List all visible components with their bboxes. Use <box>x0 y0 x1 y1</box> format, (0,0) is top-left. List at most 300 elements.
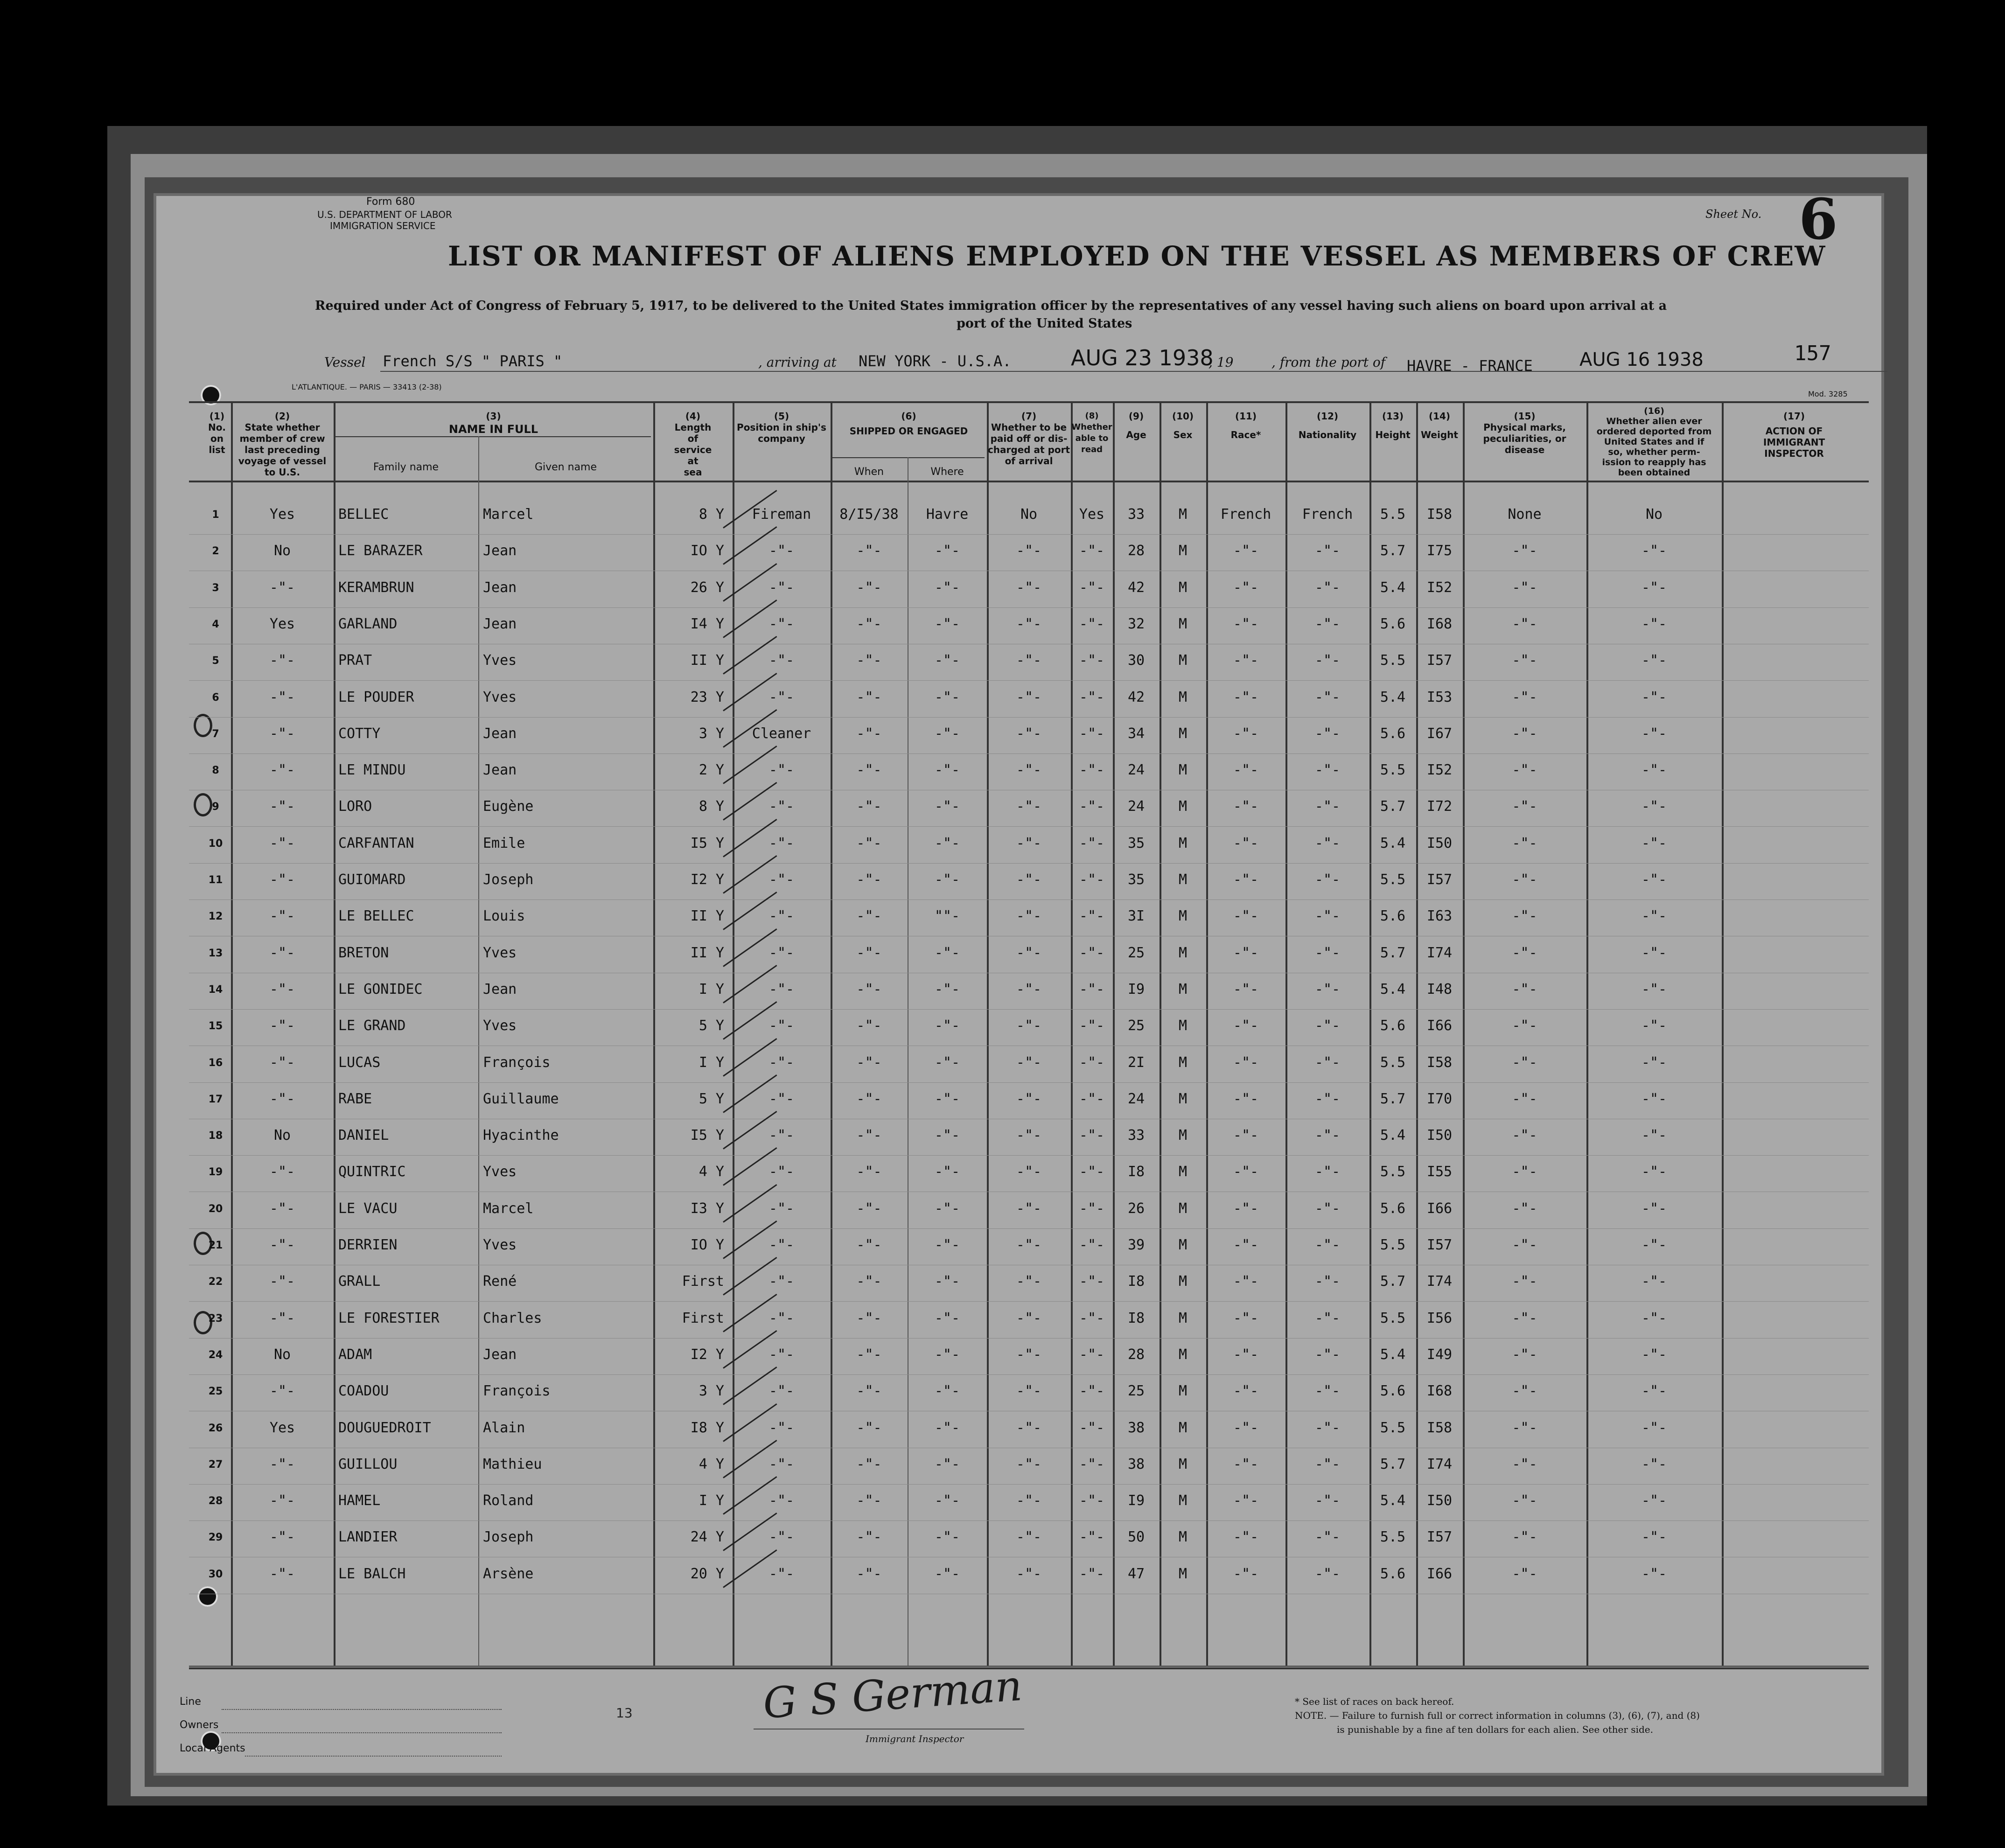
row-given: Louis <box>483 908 525 924</box>
row-position: -"- <box>768 1346 795 1363</box>
row-paid: -"- <box>1016 1200 1042 1217</box>
row-when: -"- <box>856 1492 882 1509</box>
row-rule <box>189 534 1869 535</box>
row-where: -"- <box>934 543 960 559</box>
row-when: -"- <box>856 543 882 559</box>
row-paid: -"- <box>1016 945 1042 961</box>
row-height: 5.7 <box>1380 945 1406 961</box>
row-service: I2 Y <box>690 872 724 888</box>
row-read: -"- <box>1079 1237 1105 1253</box>
row-when: -"- <box>856 579 882 596</box>
row-height: 5.4 <box>1380 689 1406 705</box>
row-weight: I55 <box>1426 1164 1453 1180</box>
header-col-5: (5) Position in ship's company <box>737 411 826 444</box>
row-race: -"- <box>1233 1529 1259 1545</box>
department-line-1: U.S. DEPARTMENT OF LABOR <box>317 209 452 220</box>
row-position: -"- <box>768 1492 795 1509</box>
row-when: -"- <box>856 1310 882 1326</box>
row-position: Fireman <box>752 506 811 523</box>
row-height: 5.4 <box>1380 1346 1406 1363</box>
row-read: -"- <box>1079 689 1105 705</box>
row-position: -"- <box>768 1456 795 1472</box>
row-family: PRAT <box>338 652 372 669</box>
form-number: Form 680 <box>366 196 415 208</box>
row-paid: -"- <box>1016 762 1042 778</box>
row-given: Yves <box>483 1237 517 1253</box>
row-read: -"- <box>1079 908 1105 924</box>
row-deported: -"- <box>1641 835 1667 851</box>
row-read: -"- <box>1079 945 1105 961</box>
row-sex: M <box>1178 1164 1188 1180</box>
row-rule <box>189 1009 1869 1010</box>
row-service: I3 Y <box>690 1200 724 1217</box>
header-col-2: (2) State whether member of crew last preceding voyage of vessel to U.S. <box>238 411 327 478</box>
row-given: François <box>483 1054 551 1071</box>
row-where: -"- <box>934 981 960 997</box>
row-height: 5.4 <box>1380 1492 1406 1509</box>
row-no: 12 <box>208 911 223 922</box>
row-nat: -"- <box>1314 1273 1341 1290</box>
row-given: Charles <box>483 1310 542 1326</box>
row-no: 7 <box>212 728 219 740</box>
row-service: 4 Y <box>699 1456 724 1472</box>
row-deported: -"- <box>1641 543 1667 559</box>
row-no: 14 <box>208 984 223 996</box>
row-nat: -"- <box>1314 1529 1341 1545</box>
row-given: Mathieu <box>483 1456 542 1472</box>
row-race: -"- <box>1233 1383 1259 1399</box>
row-marks: -"- <box>1512 1456 1537 1472</box>
row-deported: -"- <box>1641 1420 1667 1436</box>
row-marks: -"- <box>1512 835 1537 851</box>
row-race: -"- <box>1233 872 1259 888</box>
row-position: -"- <box>768 1273 795 1290</box>
row-family: DANIEL <box>338 1127 389 1144</box>
row-prev: -"- <box>269 981 295 997</box>
vessel-name: French S/S " PARIS " <box>383 352 563 370</box>
departure-port: HAVRE - FRANCE <box>1407 357 1533 375</box>
row-given: Roland <box>483 1492 534 1509</box>
row-weight: I52 <box>1426 762 1453 778</box>
row-read: -"- <box>1079 1018 1105 1034</box>
row-when: -"- <box>856 1054 882 1071</box>
row-deported: -"- <box>1641 1492 1667 1509</box>
row-paid: -"- <box>1016 579 1042 596</box>
row-weight: I66 <box>1426 1018 1453 1034</box>
row-marks: -"- <box>1512 1310 1537 1326</box>
row-position: -"- <box>768 1054 795 1071</box>
row-read: -"- <box>1079 1420 1105 1436</box>
row-read: -"- <box>1079 1310 1105 1326</box>
row-nat: -"- <box>1314 1054 1341 1071</box>
header-col-14: (14) Weight <box>1421 411 1458 440</box>
row-height: 5.7 <box>1380 1091 1406 1107</box>
row-height: 5.6 <box>1380 1566 1406 1582</box>
row-position: -"- <box>768 1420 795 1436</box>
row-family: LE POUDER <box>338 689 414 705</box>
row-deported: -"- <box>1641 1127 1667 1144</box>
row-sex: M <box>1178 1127 1188 1144</box>
row-sex: M <box>1178 835 1188 851</box>
row-sex: M <box>1178 1383 1188 1399</box>
row-no: 1 <box>212 509 219 521</box>
row-when: -"- <box>856 1200 882 1217</box>
row-when: -"- <box>856 872 882 888</box>
row-paid: -"- <box>1016 1310 1042 1326</box>
row-race: -"- <box>1233 616 1259 632</box>
row-family: KERAMBRUN <box>338 579 414 596</box>
row-where: -"- <box>934 1346 960 1363</box>
row-given: Hyacinthe <box>483 1127 559 1144</box>
row-service: I4 Y <box>690 616 724 632</box>
row-no: 23 <box>208 1313 223 1325</box>
row-deported: -"- <box>1641 945 1667 961</box>
row-given: Arsène <box>483 1566 534 1582</box>
row-no: 5 <box>212 655 219 667</box>
row-where: -"- <box>934 1456 960 1472</box>
row-marks: -"- <box>1512 762 1537 778</box>
row-race: -"- <box>1233 945 1259 961</box>
row-sex: M <box>1178 1310 1188 1326</box>
row-service: IO Y <box>690 1237 724 1253</box>
row-height: 5.5 <box>1380 652 1406 669</box>
row-position: -"- <box>768 1310 795 1326</box>
row-given: Guillaume <box>483 1091 559 1107</box>
header-col-12: (12) Nationality <box>1298 411 1357 440</box>
row-prev: -"- <box>269 579 295 596</box>
row-age: I8 <box>1127 1310 1145 1326</box>
row-sex: M <box>1178 1237 1188 1253</box>
row-deported: -"- <box>1641 1018 1667 1034</box>
row-where: -"- <box>934 945 960 961</box>
row-family: GARLAND <box>338 616 398 632</box>
row-paid: -"- <box>1016 1566 1042 1582</box>
row-no: 28 <box>208 1495 223 1507</box>
footer-agents-label: Local Agents <box>180 1743 245 1754</box>
row-family: LE GONIDEC <box>338 981 423 997</box>
row-no: 6 <box>212 692 219 704</box>
row-nat: -"- <box>1314 725 1341 742</box>
row-nat: -"- <box>1314 652 1341 669</box>
row-where: -"- <box>934 1237 960 1253</box>
column-line <box>334 401 335 1666</box>
row-marks: -"- <box>1512 1566 1537 1582</box>
row-where: -"- <box>934 689 960 705</box>
row-paid: -"- <box>1016 1273 1042 1290</box>
row-sex: M <box>1178 689 1188 705</box>
row-read: -"- <box>1079 762 1105 778</box>
row-deported: -"- <box>1641 762 1667 778</box>
row-sex: M <box>1178 1566 1188 1582</box>
row-marks: None <box>1508 506 1542 523</box>
row-paid: -"- <box>1016 908 1042 924</box>
row-read: -"- <box>1079 1346 1105 1363</box>
row-where: -"- <box>934 579 960 596</box>
note-races: * See list of races on back hereof. <box>1295 1696 1454 1707</box>
row-nat: -"- <box>1314 835 1341 851</box>
row-family: QUINTRIC <box>338 1164 406 1180</box>
row-age: 33 <box>1127 506 1145 523</box>
row-nat: -"- <box>1314 945 1341 961</box>
row-no: 16 <box>208 1057 223 1069</box>
row-read: -"- <box>1079 616 1105 632</box>
manifest-subtitle-1: Required under Act of Congress of February 5, 1917, to be delivered to the United States immigration officer by the representatives of any vessel having such aliens on board upon arrival at a <box>315 299 1667 313</box>
row-prev: -"- <box>269 835 295 851</box>
row-marks: -"- <box>1512 579 1537 596</box>
row-paid: -"- <box>1016 1237 1042 1253</box>
row-height: 5.4 <box>1380 835 1406 851</box>
row-family: GUILLOU <box>338 1456 398 1472</box>
row-service: II Y <box>690 652 724 669</box>
vessel-underline <box>380 371 1887 372</box>
row-deported: -"- <box>1641 616 1667 632</box>
row-race: -"- <box>1233 1420 1259 1436</box>
row-weight: I50 <box>1426 1492 1453 1509</box>
header-separator <box>189 481 1869 482</box>
row-race: -"- <box>1233 762 1259 778</box>
row-sex: M <box>1178 1346 1188 1363</box>
row-race: -"- <box>1233 543 1259 559</box>
row-position: -"- <box>768 1127 795 1144</box>
row-nat: -"- <box>1314 579 1341 596</box>
row-where: -"- <box>934 1091 960 1107</box>
row-marks: -"- <box>1512 872 1537 888</box>
year-label: , 19 <box>1209 355 1234 370</box>
row-no: 13 <box>208 948 223 959</box>
row-age: 35 <box>1127 835 1145 851</box>
row-height: 5.6 <box>1380 725 1406 742</box>
row-service: IO Y <box>690 543 724 559</box>
arriving-label: , arriving at <box>758 355 837 370</box>
row-paid: -"- <box>1016 1127 1042 1144</box>
arrival-date-stamp: AUG 23 1938 <box>1071 345 1214 370</box>
row-service: 23 Y <box>690 689 724 705</box>
row-marks: -"- <box>1512 652 1537 669</box>
row-given: Jean <box>483 725 517 742</box>
row-no: 4 <box>212 619 219 630</box>
row-prev: -"- <box>269 1566 295 1582</box>
row-age: 24 <box>1127 1091 1145 1107</box>
row-where: -"- <box>934 1420 960 1436</box>
row-marks: -"- <box>1512 798 1537 815</box>
row-prev: No <box>273 1127 291 1144</box>
row-where: -"- <box>934 1529 960 1545</box>
row-race: -"- <box>1233 1018 1259 1034</box>
row-paid: -"- <box>1016 543 1042 559</box>
row-paid: -"- <box>1016 1346 1042 1363</box>
row-race: -"- <box>1233 1346 1259 1363</box>
row-rule <box>189 680 1869 681</box>
row-prev: -"- <box>269 872 295 888</box>
row-sex: M <box>1178 1091 1188 1107</box>
row-no: 11 <box>208 874 223 886</box>
row-service: 3 Y <box>699 1383 724 1399</box>
row-given: Jean <box>483 762 517 778</box>
row-service: II Y <box>690 945 724 961</box>
row-prev: -"- <box>269 1529 295 1545</box>
row-sex: M <box>1178 1529 1188 1545</box>
page-count: 157 <box>1794 342 1831 365</box>
row-paid: -"- <box>1016 616 1042 632</box>
row-prev: Yes <box>269 616 295 632</box>
row-position: -"- <box>768 945 795 961</box>
row-age: 50 <box>1127 1529 1145 1545</box>
row-given: Yves <box>483 945 517 961</box>
row-family: LANDIER <box>338 1529 398 1545</box>
row-prev: -"- <box>269 652 295 669</box>
row-weight: I58 <box>1426 1420 1453 1436</box>
row-no: 24 <box>208 1349 223 1361</box>
row-rule <box>189 1520 1869 1521</box>
row-marks: -"- <box>1512 1529 1537 1545</box>
row-age: 39 <box>1127 1237 1145 1253</box>
row-age: 35 <box>1127 872 1145 888</box>
row-when: -"- <box>856 798 882 815</box>
row-deported: -"- <box>1641 1346 1667 1363</box>
row-given: Jean <box>483 616 517 632</box>
row-sex: M <box>1178 1456 1188 1472</box>
row-family: LE BARAZER <box>338 543 423 559</box>
row-marks: -"- <box>1512 908 1537 924</box>
row-sex: M <box>1178 1420 1188 1436</box>
row-deported: -"- <box>1641 1091 1667 1107</box>
row-prev: -"- <box>269 1164 295 1180</box>
row-age: 25 <box>1127 1018 1145 1034</box>
row-rule <box>189 1374 1869 1375</box>
row-deported: -"- <box>1641 1054 1667 1071</box>
row-age: 42 <box>1127 689 1145 705</box>
row-family: HAMEL <box>338 1492 381 1509</box>
row-prev: -"- <box>269 1310 295 1326</box>
row-no: 18 <box>208 1130 223 1142</box>
row-deported: -"- <box>1641 798 1667 815</box>
row-when: -"- <box>856 1018 882 1034</box>
row-paid: -"- <box>1016 1492 1042 1509</box>
row-where: -"- <box>934 652 960 669</box>
footer-owners-label: Owners <box>180 1719 219 1731</box>
row-age: 28 <box>1127 543 1145 559</box>
row-height: 5.5 <box>1380 1164 1406 1180</box>
row-prev: -"- <box>269 1492 295 1509</box>
row-prev: -"- <box>269 725 295 742</box>
row-rule <box>189 826 1869 827</box>
row-no: 29 <box>208 1532 223 1543</box>
row-weight: I58 <box>1426 1054 1453 1071</box>
row-nat: -"- <box>1314 1456 1341 1472</box>
row-service: I8 Y <box>690 1420 724 1436</box>
row-position: Cleaner <box>752 725 811 742</box>
row-when: -"- <box>856 1346 882 1363</box>
row-paid: -"- <box>1016 1164 1042 1180</box>
row-nat: -"- <box>1314 1018 1341 1034</box>
manifest-page <box>156 187 1881 1773</box>
row-given: Yves <box>483 1018 517 1034</box>
row-position: -"- <box>768 1091 795 1107</box>
row-nat: -"- <box>1314 1091 1341 1107</box>
row-where: -"- <box>934 1566 960 1582</box>
row-marks: -"- <box>1512 945 1537 961</box>
row-nat: -"- <box>1314 798 1341 815</box>
row-when: 8/I5/38 <box>839 506 899 523</box>
row-nat: -"- <box>1314 1310 1341 1326</box>
row-race: -"- <box>1233 981 1259 997</box>
row-rule <box>189 607 1869 608</box>
row-where: -"- <box>934 1273 960 1290</box>
row-age: 28 <box>1127 1346 1145 1363</box>
footer-agents-underline <box>245 1756 502 1757</box>
row-marks: -"- <box>1512 1237 1537 1253</box>
row-when: -"- <box>856 1273 882 1290</box>
row-prev: -"- <box>269 1091 295 1107</box>
header-col-4: (4) Length of service at sea <box>674 411 712 478</box>
row-age: 25 <box>1127 1383 1145 1399</box>
row-when: -"- <box>856 1091 882 1107</box>
row-weight: I57 <box>1426 1529 1453 1545</box>
row-given: Alain <box>483 1420 525 1436</box>
row-height: 5.6 <box>1380 908 1406 924</box>
row-age: 26 <box>1127 1200 1145 1217</box>
note-penalty-2: is punishable by a fine af ten dollars for each alien. See other side. <box>1337 1724 1653 1735</box>
row-race: -"- <box>1233 1164 1259 1180</box>
row-age: I8 <box>1127 1164 1145 1180</box>
row-nat: -"- <box>1314 908 1341 924</box>
manifest-subtitle-2: port of the United States <box>957 316 1132 331</box>
column-line <box>478 436 479 1666</box>
row-position: -"- <box>768 1566 795 1582</box>
row-deported: -"- <box>1641 981 1667 997</box>
row-deported: -"- <box>1641 1383 1667 1399</box>
footer-separator <box>189 1666 1869 1667</box>
row-deported: -"- <box>1641 1273 1667 1290</box>
row-race: -"- <box>1233 908 1259 924</box>
row-position: -"- <box>768 1200 795 1217</box>
row-marks: -"- <box>1512 981 1537 997</box>
row-deported: -"- <box>1641 579 1667 596</box>
row-prev: -"- <box>269 908 295 924</box>
header-col-3: (3) NAME IN FULL <box>448 411 538 436</box>
row-no: 10 <box>208 838 223 850</box>
row-deported: -"- <box>1641 725 1667 742</box>
row-where: -"- <box>934 1127 960 1144</box>
row-sex: M <box>1178 579 1188 596</box>
row-where: -"- <box>934 762 960 778</box>
row-position: -"- <box>768 762 795 778</box>
row-position: -"- <box>768 1383 795 1399</box>
row-weight: I56 <box>1426 1310 1453 1326</box>
row-paid: -"- <box>1016 872 1042 888</box>
row-position: -"- <box>768 1237 795 1253</box>
row-weight: I57 <box>1426 872 1453 888</box>
row-service: I2 Y <box>690 1346 724 1363</box>
row-age: 2I <box>1127 1054 1145 1071</box>
row-when: -"- <box>856 908 882 924</box>
row-sex: M <box>1178 1054 1188 1071</box>
row-where: -"- <box>934 616 960 632</box>
row-when: -"- <box>856 1566 882 1582</box>
row-rule <box>189 1228 1869 1229</box>
row-service: I Y <box>699 981 724 997</box>
row-nat: -"- <box>1314 1200 1341 1217</box>
row-when: -"- <box>856 725 882 742</box>
row-service: 3 Y <box>699 725 724 742</box>
row-service: 4 Y <box>699 1164 724 1180</box>
row-nat: -"- <box>1314 616 1341 632</box>
row-height: 5.7 <box>1380 798 1406 815</box>
row-weight: I68 <box>1426 616 1453 632</box>
row-no: 2 <box>212 545 219 557</box>
row-deported: -"- <box>1641 689 1667 705</box>
row-prev: Yes <box>269 506 295 523</box>
